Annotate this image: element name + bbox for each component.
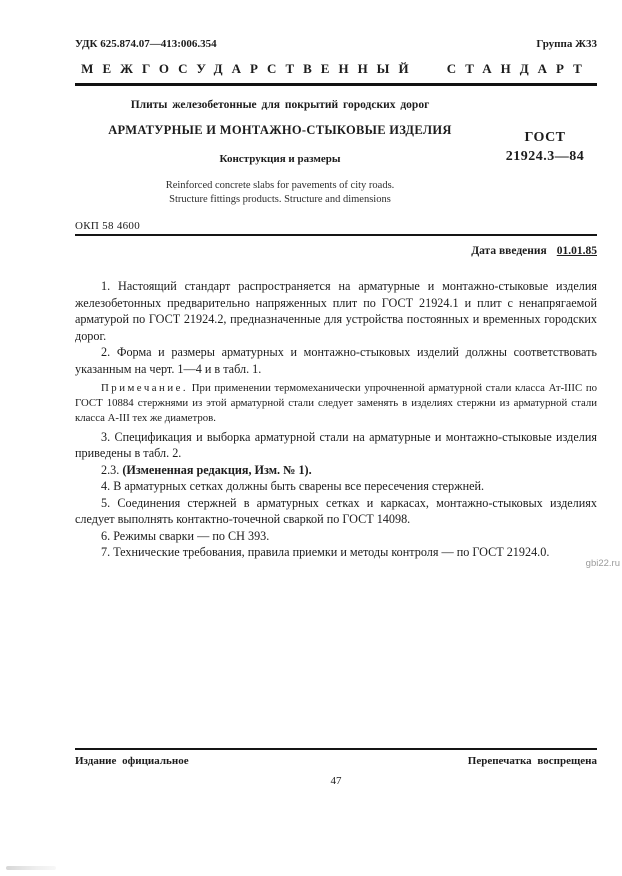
doc-title-en-line1: Reinforced concrete slabs for pavements of city roads. <box>165 180 395 191</box>
paragraph-5: 5. Соединения стержней в арматурных сетках и каркасах, монтажно-стыковых изделиях следует выполнять контактно-точечной сваркой по ГОСТ 14098. <box>75 495 597 527</box>
footer-rule <box>75 748 597 750</box>
body-text <box>75 278 597 560</box>
gost-number-line1: ГОСТ <box>524 130 566 145</box>
scan-artifact <box>6 866 56 870</box>
note-paragraph <box>75 381 597 425</box>
header-row <box>75 0 597 50</box>
doc-title-main: АРМАТУРНЫЕ И МОНТАЖНО-СТЫКОВЫЕ ИЗДЕЛИЯ <box>108 123 452 137</box>
standard-type-title: МЕЖГОСУДАРСТВЕННЫЙ СТАНДАРТ <box>81 61 591 76</box>
paragraph-3: 3. Спецификация и выборка арматурной стали на арматурные и монтажно-стыковые изделия приведены в табл. 2. <box>75 429 597 461</box>
gost-number <box>493 129 597 207</box>
paragraph-7: 7. Технические требования, правила приемки и методы контроля — по ГОСТ 21924.0. <box>101 545 550 560</box>
paragraph-6: 6. Режимы сварки — по СН 393. <box>101 528 270 543</box>
reprint-label: Перепечатка воспрещена <box>467 755 597 767</box>
doc-title-en <box>75 179 485 207</box>
page-number: 47 <box>330 775 342 787</box>
okp-code: ОКП 58 4600 <box>75 220 141 233</box>
page-content <box>75 0 597 561</box>
date-value: 01.01.85 <box>556 245 597 258</box>
title-block <box>75 99 597 207</box>
paragraph-2: 2. Форма и размеры арматурных и монтажно-стыковых изделий должны соответствовать указанным на черт. 1—4 и в табл. 1. <box>75 345 597 376</box>
gost-number-line2: 21924.3—84 <box>505 148 585 164</box>
okp-rule <box>75 234 597 236</box>
footer-row <box>75 755 597 767</box>
paragraph-4: 4. В арматурных сетках должны быть сварены все пересечения стержней. <box>101 479 485 494</box>
amendment-prefix: 2.3. <box>101 462 123 477</box>
doc-title-en-line2: Structure fittings products. Structure and dimensions <box>169 194 391 206</box>
title-column <box>75 99 493 207</box>
date-row <box>75 245 597 257</box>
edition-label: Издание официальное <box>75 755 189 767</box>
date-label: Дата введения <box>471 245 547 258</box>
header-rule <box>75 83 597 86</box>
amendment-bold: (Измененная редакция, Изм. № 1). <box>122 462 312 477</box>
doc-title-ru-small: Плиты железобетонные для покрытий городских дорог <box>130 99 430 111</box>
group-code: Группа Ж33 <box>536 38 597 50</box>
paragraph-1: 1. Настоящий стандарт распространяется на арматурные и монтажно-стыковые изделия железобетонных предварительно напряженных плит по ГОСТ 21924.1 и плит с ненапрягаемой арматурой по ГОСТ 21924.2, предназначенные для устройства постоянных и временных городских дорог. <box>75 279 597 343</box>
amendment-line <box>75 462 597 479</box>
udc-code: УДК 625.874.07—413:006.354 <box>75 38 217 50</box>
note-label: Примечание. <box>101 382 189 395</box>
doc-subtitle: Конструкция и размеры <box>219 153 341 165</box>
note-text: При применении термомеханически упрочненной арматурной стали класса Ат-IIIС по ГОСТ 10884 стержнями из этой арматурной стали следует заменять в изделиях стержни из арматурной стали класса А-III тех же диаметров. <box>75 382 597 424</box>
watermark-gbi22: gbi22.ru <box>585 558 620 569</box>
